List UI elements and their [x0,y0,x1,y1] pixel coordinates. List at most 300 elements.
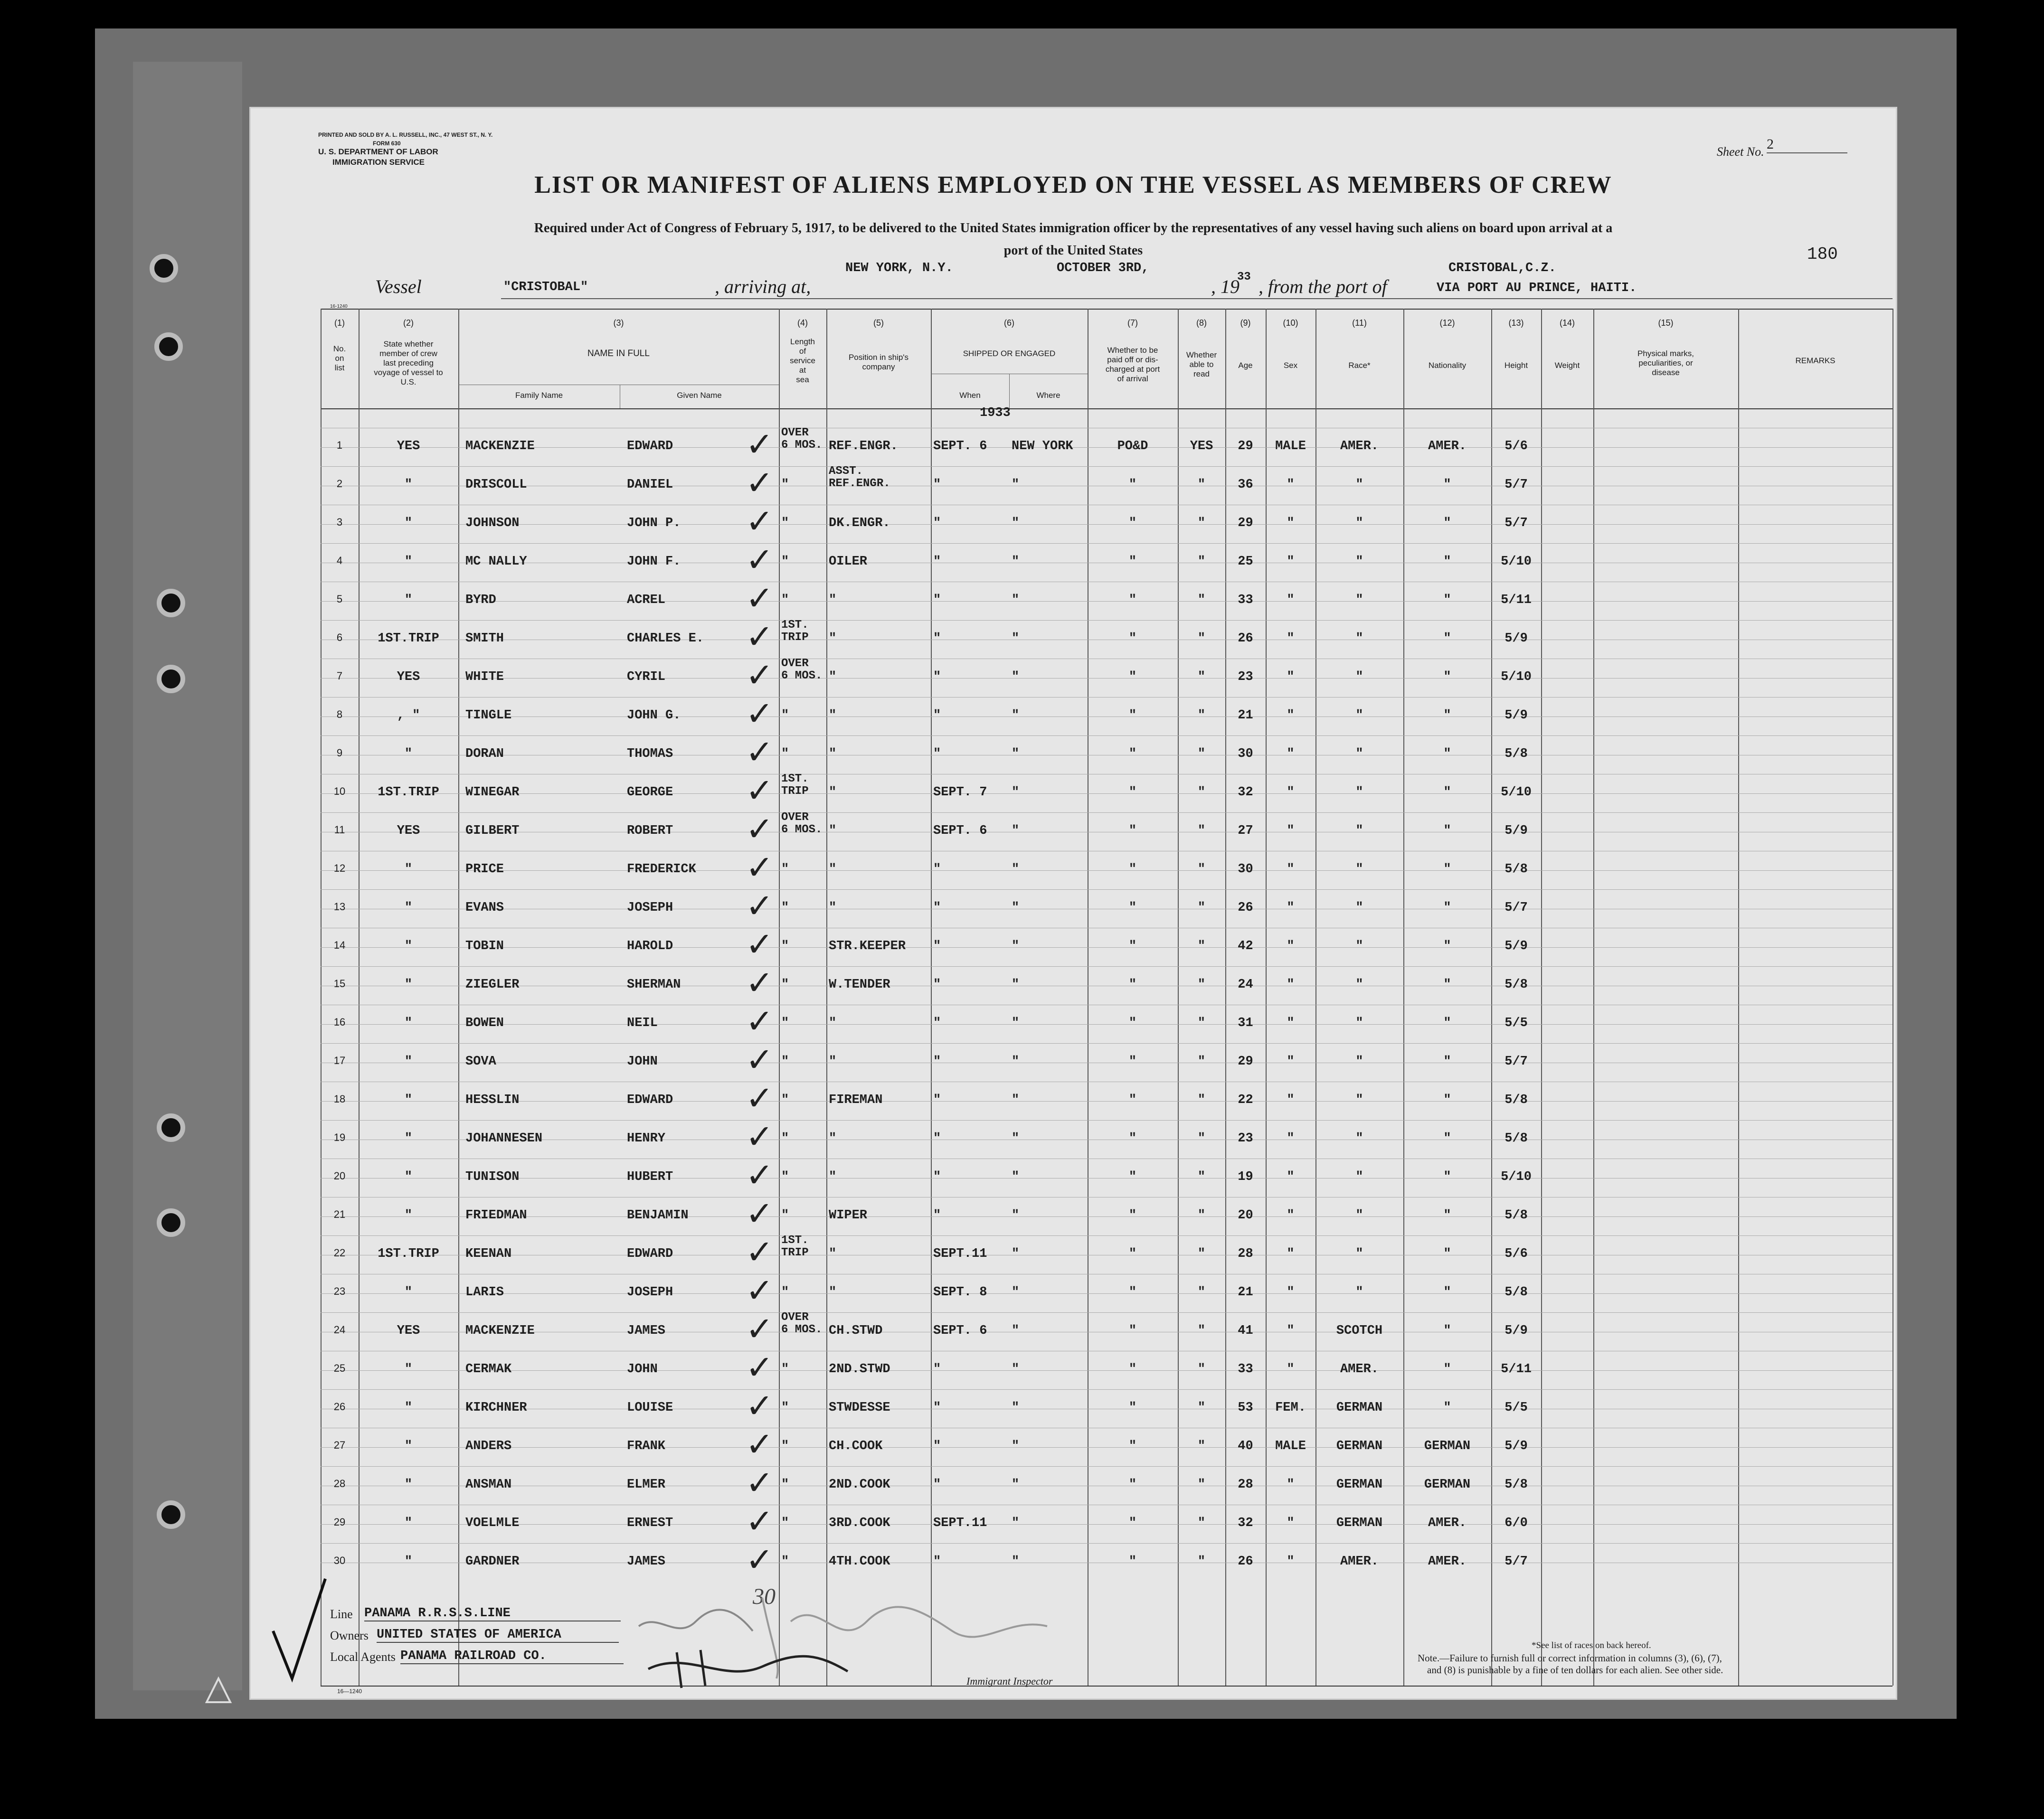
cell-height: 5/11 [1501,593,1532,607]
cell-race: " [1355,1093,1363,1107]
cell-no: 11 [334,824,345,836]
cell-race: " [1355,901,1363,915]
cell-paid: " [1128,1516,1137,1530]
cell-race: " [1355,1285,1363,1300]
cell-age: 30 [1238,862,1253,877]
cell-family: HESSLIN [465,1093,520,1107]
row-rule [321,889,1893,890]
cell-paid: " [1128,1131,1137,1146]
cell-given: ERNEST [627,1516,673,1530]
col-14-label: Weight [1554,361,1580,370]
cell-nat: " [1443,862,1451,877]
cell-prev: " [404,1516,413,1530]
cell-race: " [1355,862,1363,877]
cell-position: STWDESSE [829,1401,890,1415]
cell-given: BENJAMIN [627,1208,689,1223]
col-15-label: Physical marks, peculiarities, or disease [1637,349,1694,377]
cell-no: 16 [333,1016,346,1028]
cell-sex: " [1287,978,1295,992]
cell-position: " [829,785,837,800]
cell-race: " [1355,1208,1363,1223]
cell-sex: " [1287,631,1295,646]
cell-no: 14 [333,939,346,951]
family-name-label: Family Name [515,391,563,400]
sheet-number: 2 [1767,136,1847,153]
cell-race: AMER. [1340,439,1379,453]
cell-no: 23 [333,1285,346,1297]
cell-race: AMER. [1340,1362,1379,1376]
cell-no: 20 [333,1170,346,1182]
cell-read: " [1197,1247,1206,1261]
cell-paid: " [1128,478,1137,492]
cell-given: FREDERICK [627,862,696,877]
cell-when: " [933,670,941,684]
cell-prev: " [404,939,413,953]
cell-height: 5/10 [1501,555,1532,569]
cell-race: " [1355,708,1363,723]
cell-where: " [1012,670,1020,684]
check-mark-icon: ✓ [746,656,774,695]
cell-prev: " [404,1016,413,1030]
cell-given: EDWARD [627,1247,673,1261]
cell-paid: " [1128,1439,1137,1453]
cell-family: FRIEDMAN [465,1208,527,1223]
cell-given: ACREL [627,593,666,607]
cell-no: 2 [336,478,343,490]
cell-when: " [933,1401,941,1415]
cell-where: " [1012,1055,1020,1069]
cell-age: 25 [1238,555,1253,569]
cell-when: " [933,516,941,530]
voyage-underline [501,298,1893,299]
cell-when: " [933,862,941,877]
cell-nat: " [1443,1324,1451,1338]
col-7-label: Whether to be paid off or dis- charged at port of arrival [1105,346,1160,383]
cell-paid: " [1128,1170,1137,1184]
cell-paid: " [1128,785,1137,800]
cell-when: SEPT. 6 [933,439,987,453]
cell-no: 19 [333,1131,346,1143]
cell-where: " [1012,1247,1020,1261]
cell-read: " [1197,978,1206,992]
cell-service: OVER 6 MOS. [781,1311,823,1336]
cell-given: THOMAS [627,747,673,761]
cell-given: EDWARD [627,1093,673,1107]
check-mark-icon: ✓ [746,617,774,656]
cell-family: LARIS [465,1285,504,1300]
cell-paid: " [1128,555,1137,569]
cell-service: OVER 6 MOS. [781,657,823,682]
cell-read: " [1197,478,1206,492]
cell-height: 5/8 [1505,1093,1528,1107]
cell-position: " [829,901,837,915]
cell-when: " [933,631,941,646]
cell-family: GILBERT [465,824,520,838]
cell-sex: " [1287,478,1295,492]
line-label: Line [330,1607,353,1621]
cell-no: 4 [336,555,343,566]
cell-prev: " [404,1131,413,1146]
cell-prev: " [404,1208,413,1223]
binding-hole [150,254,178,283]
cell-race: " [1355,1016,1363,1030]
row-rule [321,543,1893,544]
cell-prev: 1ST.TRIP [378,631,439,646]
cell-family: JOHANNESEN [465,1131,543,1146]
cell-age: 21 [1238,708,1253,723]
cell-sex: MALE [1275,439,1306,453]
cell-position: " [829,824,837,838]
service-name: IMMIGRATION SERVICE [332,158,425,167]
manifest-sheet [249,107,1897,1700]
cell-position: OILER [829,555,868,569]
cell-paid: " [1128,1208,1137,1223]
binding-hole [157,589,185,617]
cell-service: 1ST. TRIP [781,619,809,644]
cell-paid: " [1128,1016,1137,1030]
cell-sex: " [1287,862,1295,877]
cell-position: " [829,1247,837,1261]
cell-height: 5/5 [1505,1016,1528,1030]
cell-nat: " [1443,1247,1451,1261]
cell-position: CH.STWD [829,1324,883,1338]
cell-read: " [1197,631,1206,646]
cell-where: " [1012,785,1020,800]
row-rule [321,466,1893,467]
cell-when: " [933,901,941,915]
document-subtitle: Required under Act of Congress of February 5, 1917, to be delivered to the United States immigration officer by the representatives of any vessel having such aliens on board upon arrival at a [534,221,1613,236]
col-14-number: (14) [1559,318,1575,328]
cell-sex: " [1287,708,1295,723]
cell-paid: " [1128,1285,1137,1300]
agents-value: PANAMA RAILROAD CO. [400,1649,624,1664]
cell-read: " [1197,1285,1206,1300]
cell-no: 5 [336,593,343,605]
cell-nat: AMER. [1428,1516,1467,1530]
cell-read: " [1197,1170,1206,1184]
cell-height: 5/8 [1505,747,1528,761]
cell-nat: " [1443,1016,1451,1030]
cell-position: FIREMAN [829,1093,883,1107]
cell-family: EVANS [465,901,504,915]
cell-sex: " [1287,747,1295,761]
cell-height: 5/8 [1505,1131,1528,1146]
cell-no: 6 [336,631,343,643]
check-mark-icon: ✓ [746,886,774,925]
check-mark-icon: ✓ [746,925,774,964]
cell-nat: " [1443,939,1451,953]
cell-family: SOVA [465,1055,496,1069]
cell-nat: GERMAN [1424,1439,1471,1453]
check-mark-icon: ✓ [746,1502,774,1541]
row-rule [321,1312,1893,1313]
cell-where: " [1012,1285,1020,1300]
col-11-number: (11) [1352,318,1367,328]
cell-when: " [933,555,941,569]
cell-height: 5/6 [1505,1247,1528,1261]
cell-race: " [1355,1131,1363,1146]
cell-service: " [781,516,789,530]
cell-when: " [933,747,941,761]
cell-where: " [1012,516,1020,530]
col-6-number: (6) [1004,318,1014,328]
cell-age: 29 [1238,439,1253,453]
cell-prev: " [404,516,413,530]
column-rule [931,309,932,1686]
check-mark-icon: ✓ [746,1156,774,1195]
cell-when: " [933,1093,941,1107]
cell-age: 31 [1238,1016,1253,1030]
cell-position: WIPER [829,1208,868,1223]
cell-race: " [1355,670,1363,684]
cell-nat: " [1443,593,1451,607]
cell-given: CHARLES E. [627,631,704,646]
arriving-label: , arriving at, [715,276,811,297]
cell-service: " [781,1401,789,1415]
cell-where: " [1012,555,1020,569]
cell-given: HAROLD [627,939,673,953]
cell-no: 22 [333,1247,346,1259]
cell-position: 4TH.COOK [829,1555,890,1569]
cell-read: " [1197,1131,1206,1146]
cell-read: " [1197,1055,1206,1069]
cell-height: 5/8 [1505,862,1528,877]
cell-no: 28 [333,1478,346,1489]
cell-prev: " [404,1478,413,1492]
cell-height: 5/7 [1505,1055,1528,1069]
cell-position: " [829,1170,837,1184]
cell-prev: YES [397,670,420,684]
cell-where: " [1012,1324,1020,1338]
cell-nat: " [1443,824,1451,838]
cell-where: " [1012,1208,1020,1223]
cell-given: JOHN F. [627,555,681,569]
check-mark-icon: ✓ [746,1002,774,1041]
cell-nat: " [1443,670,1451,684]
cell-nat: " [1443,516,1451,530]
cell-height: 5/10 [1501,785,1532,800]
column-rule [1593,309,1594,1686]
cell-family: MACKENZIE [465,1324,535,1338]
cell-when: " [933,1131,941,1146]
cell-given: FRANK [627,1439,666,1453]
cell-given: JOHN [627,1362,658,1376]
cell-service: " [781,1131,789,1146]
cell-read: " [1197,1478,1206,1492]
col-13-number: (13) [1508,318,1524,328]
cell-paid: " [1128,901,1137,915]
cell-age: 26 [1238,631,1253,646]
cell-read: " [1197,593,1206,607]
cell-given: JAMES [627,1324,666,1338]
cell-sex: " [1287,901,1295,915]
cell-when: SEPT.11 [933,1516,987,1530]
cell-position: " [829,862,837,877]
cell-height: 5/6 [1505,439,1528,453]
cell-service: " [781,1016,789,1030]
cell-height: 5/9 [1505,824,1528,838]
cell-paid: " [1128,593,1137,607]
cell-nat: " [1443,1131,1451,1146]
cell-where: " [1012,478,1020,492]
cell-where: " [1012,1439,1020,1453]
year-note: 1933 [980,406,1011,420]
cell-age: 32 [1238,785,1253,800]
cell-no: 26 [333,1401,346,1413]
cell-given: JOSEPH [627,1285,673,1300]
cell-family: WINEGAR [465,785,520,800]
cell-prev: " [404,747,413,761]
cell-given: LOUISE [627,1401,673,1415]
cell-sex: " [1287,939,1295,953]
cell-read: " [1197,747,1206,761]
col-4-label: Length of service at sea [790,337,815,384]
cell-sex: " [1287,1324,1295,1338]
cell-prev: " [404,1285,413,1300]
row-rule [321,1120,1893,1121]
cell-nat: " [1443,747,1451,761]
cell-read: " [1197,1093,1206,1107]
check-mark-icon: ✓ [746,1310,774,1348]
fine-note-2: and (8) is punishable by a fine of ten dollars for each alien. See other side. [1427,1664,1723,1676]
cell-when: " [933,1016,941,1030]
cell-height: 5/8 [1505,978,1528,992]
cell-nat: " [1443,478,1451,492]
cell-family: WHITE [465,670,504,684]
cell-service: " [781,593,789,607]
cell-family: MC NALLY [465,555,527,569]
fine-note-1: Note.—Failure to furnish full or correct information in columns (3), (6), (7), [1418,1652,1722,1664]
cell-service: OVER 6 MOS. [781,426,823,452]
check-mark-icon: ✓ [746,1463,774,1502]
check-mark-icon: ✓ [746,540,774,579]
cell-age: 27 [1238,824,1253,838]
inspector-signature [620,1569,1190,1693]
cell-where: " [1012,978,1020,992]
cell-height: 5/9 [1505,939,1528,953]
cell-height: 5/9 [1505,1439,1528,1453]
cell-when: SEPT. 8 [933,1285,987,1300]
cell-race: GERMAN [1336,1516,1383,1530]
cell-family: VOELMLE [465,1516,520,1530]
cell-family: DRISCOLL [465,478,527,492]
cell-height: 5/7 [1505,901,1528,915]
cell-paid: " [1128,1555,1137,1569]
cell-no: 7 [336,670,343,682]
cell-paid: " [1128,1247,1137,1261]
arriving-port: NEW YORK, N.Y. [845,261,953,275]
binding-strip [133,62,242,1690]
line-value: PANAMA R.R.S.S.LINE [364,1606,621,1621]
row-rule [321,1389,1893,1390]
cell-paid: " [1128,1055,1137,1069]
remarks-label: REMARKS [1795,356,1836,365]
cell-read: " [1197,1516,1206,1530]
cell-age: 23 [1238,1131,1253,1146]
cell-position: " [829,1131,837,1146]
cell-no: 10 [333,785,346,797]
cell-prev: " [404,478,413,492]
cell-no: 21 [333,1208,346,1220]
cell-age: 33 [1238,593,1253,607]
cell-age: 19 [1238,1170,1253,1184]
cell-where: " [1012,1093,1020,1107]
cell-prev: " [404,862,413,877]
cell-height: 5/11 [1501,1362,1532,1376]
cell-where: " [1012,1016,1020,1030]
col-3-label: NAME IN FULL [587,349,650,358]
cell-read: " [1197,670,1206,684]
cell-race: " [1355,785,1363,800]
cell-service: " [781,1478,789,1492]
cell-race: " [1355,1055,1363,1069]
cell-position: " [829,1285,837,1300]
cell-when: " [933,939,941,953]
cell-no: 12 [333,862,346,874]
cell-read: " [1197,555,1206,569]
cell-given: CYRIL [627,670,666,684]
cell-prev: " [404,1170,413,1184]
cell-height: 5/8 [1505,1285,1528,1300]
vessel-name: "CRISTOBAL" [503,280,588,294]
agents-label: Local Agents [330,1650,396,1664]
cell-given: JOHN P. [627,516,681,530]
cell-no: 27 [333,1439,346,1451]
department-name: U. S. DEPARTMENT OF LABOR [318,147,438,156]
cell-family: ANDERS [465,1439,512,1453]
col-10-label: Sex [1283,361,1298,370]
cell-height: 6/0 [1505,1516,1528,1530]
cell-read: " [1197,1208,1206,1223]
cell-nat: " [1443,978,1451,992]
row-rule [321,1466,1893,1467]
cell-service: " [781,1285,789,1300]
row-rule [321,1043,1893,1044]
check-mark-icon: ✓ [746,1194,774,1233]
col-5-label: Position in ship's company [848,353,909,371]
check-mark-icon: ✓ [746,1348,774,1387]
cell-sex: " [1287,1478,1295,1492]
inspector-label: Immigrant Inspector [966,1675,1053,1687]
row-rule [321,966,1893,967]
header-code: 16-1240 [330,304,348,309]
cell-nat: " [1443,1285,1451,1300]
cell-nat: " [1443,1055,1451,1069]
cell-age: 32 [1238,1516,1253,1530]
given-name-label: Given Name [677,391,722,400]
cell-no: 15 [333,978,346,990]
cell-nat: AMER. [1428,1555,1467,1569]
cell-race: " [1355,1247,1363,1261]
cell-height: 5/9 [1505,1324,1528,1338]
cell-height: 5/10 [1501,670,1532,684]
cell-family: TOBIN [465,939,504,953]
cell-given: JOHN G. [627,708,681,723]
binding-hole [157,665,185,693]
cell-position: " [829,593,837,607]
owners-label: Owners [330,1629,369,1642]
cell-where: " [1012,1555,1020,1569]
departure-port-top: CRISTOBAL,C.Z. [1448,261,1556,275]
cell-nat: " [1443,1362,1451,1376]
cell-where: " [1012,939,1020,953]
cell-given: GEORGE [627,785,673,800]
cell-race: GERMAN [1336,1439,1383,1453]
cell-when: " [933,708,941,723]
cell-where: " [1012,708,1020,723]
column-rule [779,309,780,1686]
cell-given: DANIEL [627,478,673,492]
